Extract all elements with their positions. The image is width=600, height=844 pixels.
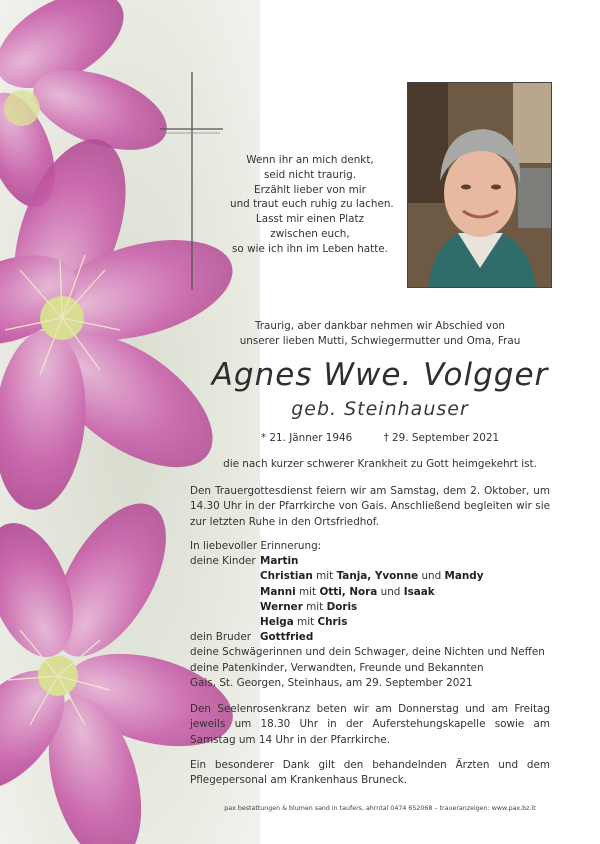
cross-icon [160, 72, 224, 292]
partner-names: Tanja, Yvonne [336, 570, 419, 583]
partner-names: Doris [326, 600, 358, 613]
connector: mit [299, 585, 317, 598]
grandchild-name: Isaak [403, 585, 435, 598]
family-row [190, 554, 570, 569]
poem-line: so wie ich ihn im Leben hatte. [232, 242, 388, 255]
deceased-name: Agnes Wwe. Volgger [211, 357, 549, 393]
brother-name: Gottfried [260, 631, 314, 644]
passed-text: die nach kurzer schwerer Krankheit zu Gott heimgekehrt ist. [223, 458, 537, 470]
thanks-text: Ein besonderer Dank gilt den behandelnden Ärzten und dem Pflegepersonal am Krankenhaus Bruneck. [190, 759, 550, 787]
child-name: Martin [260, 555, 299, 568]
intro-line: unserer lieben Mutti, Schwiegermutter und Oma, Frau [239, 335, 521, 347]
family-row [190, 600, 570, 615]
family-list [190, 539, 570, 676]
intro-text [190, 319, 570, 349]
rosary-text: Den Seelenrosenkranz beten wir am Donnerstag und am Freitag jeweils um 18.30 Uhr in der Auferstehungskapelle sowie am Samstag um 14 Uhr in der Pfarrkirche. [190, 703, 550, 746]
connector: und [421, 570, 442, 583]
family-row [190, 585, 570, 600]
family-row [190, 615, 570, 630]
poem-line: Lasst mir einen Platz [255, 213, 365, 226]
grandchild-name: Mandy [444, 570, 484, 583]
family-row [190, 569, 570, 584]
portrait-illustration [408, 83, 552, 288]
family-heading: In liebevoller Erinnerung: [190, 540, 322, 552]
partner-names: Otti, Nora [319, 585, 378, 598]
connector: mit [316, 570, 334, 583]
poem-line: zwischen euch, [270, 227, 350, 240]
portrait-photo [407, 82, 552, 288]
family-others: deine Patenkinder, Verwandten, Freunde und Bekannten [190, 661, 484, 674]
family-others: deine Schwägerinnen und dein Schwager, deine Nichten und Neffen [190, 646, 545, 659]
poem [230, 153, 394, 257]
connector: mit [297, 616, 315, 629]
birth-date: * 21. Jänner 1946 [260, 432, 353, 444]
poem-line: seid nicht traurig. [263, 168, 357, 181]
poem-line: Wenn ihr an mich denkt, [246, 154, 374, 166]
poem-line: und traut euch ruhig zu lachen. [230, 198, 394, 211]
family-row [190, 630, 570, 645]
child-name: Christian [260, 570, 313, 583]
life-dates [190, 432, 570, 444]
poem-line: Erzählt lieber von mir [254, 183, 366, 196]
child-name: Werner [260, 600, 303, 613]
intro-line: Traurig, aber dankbar nehmen wir Abschied von [254, 320, 506, 332]
connector: mit [306, 600, 324, 613]
footer-text: pax bestattungen & blumen sand in taufers, ahrntal 0474 652068 – traueranzeigen: www.pax.bz.it [224, 805, 536, 812]
death-date: † 29. September 2021 [383, 432, 500, 444]
place-date: Gais, St. Georgen, Steinhaus, am 29. September 2021 [190, 677, 473, 689]
brother-label: dein Bruder [190, 631, 252, 644]
partner-names: Chris [317, 616, 348, 629]
maiden-name: geb. Steinhauser [291, 398, 469, 420]
connector: und [380, 585, 401, 598]
child-name: Manni [260, 585, 296, 598]
funeral-text: Den Trauergottesdienst feiern wir am Samstag, dem 2. Oktober, um 14.30 Uhr in der Pfarrkirche von Gais. Anschließend begleiten wir sie zur letzten Ruhe in den Ortsfriedhof. [190, 485, 550, 528]
children-label: deine Kinder [190, 555, 256, 568]
child-name: Helga [260, 616, 294, 629]
